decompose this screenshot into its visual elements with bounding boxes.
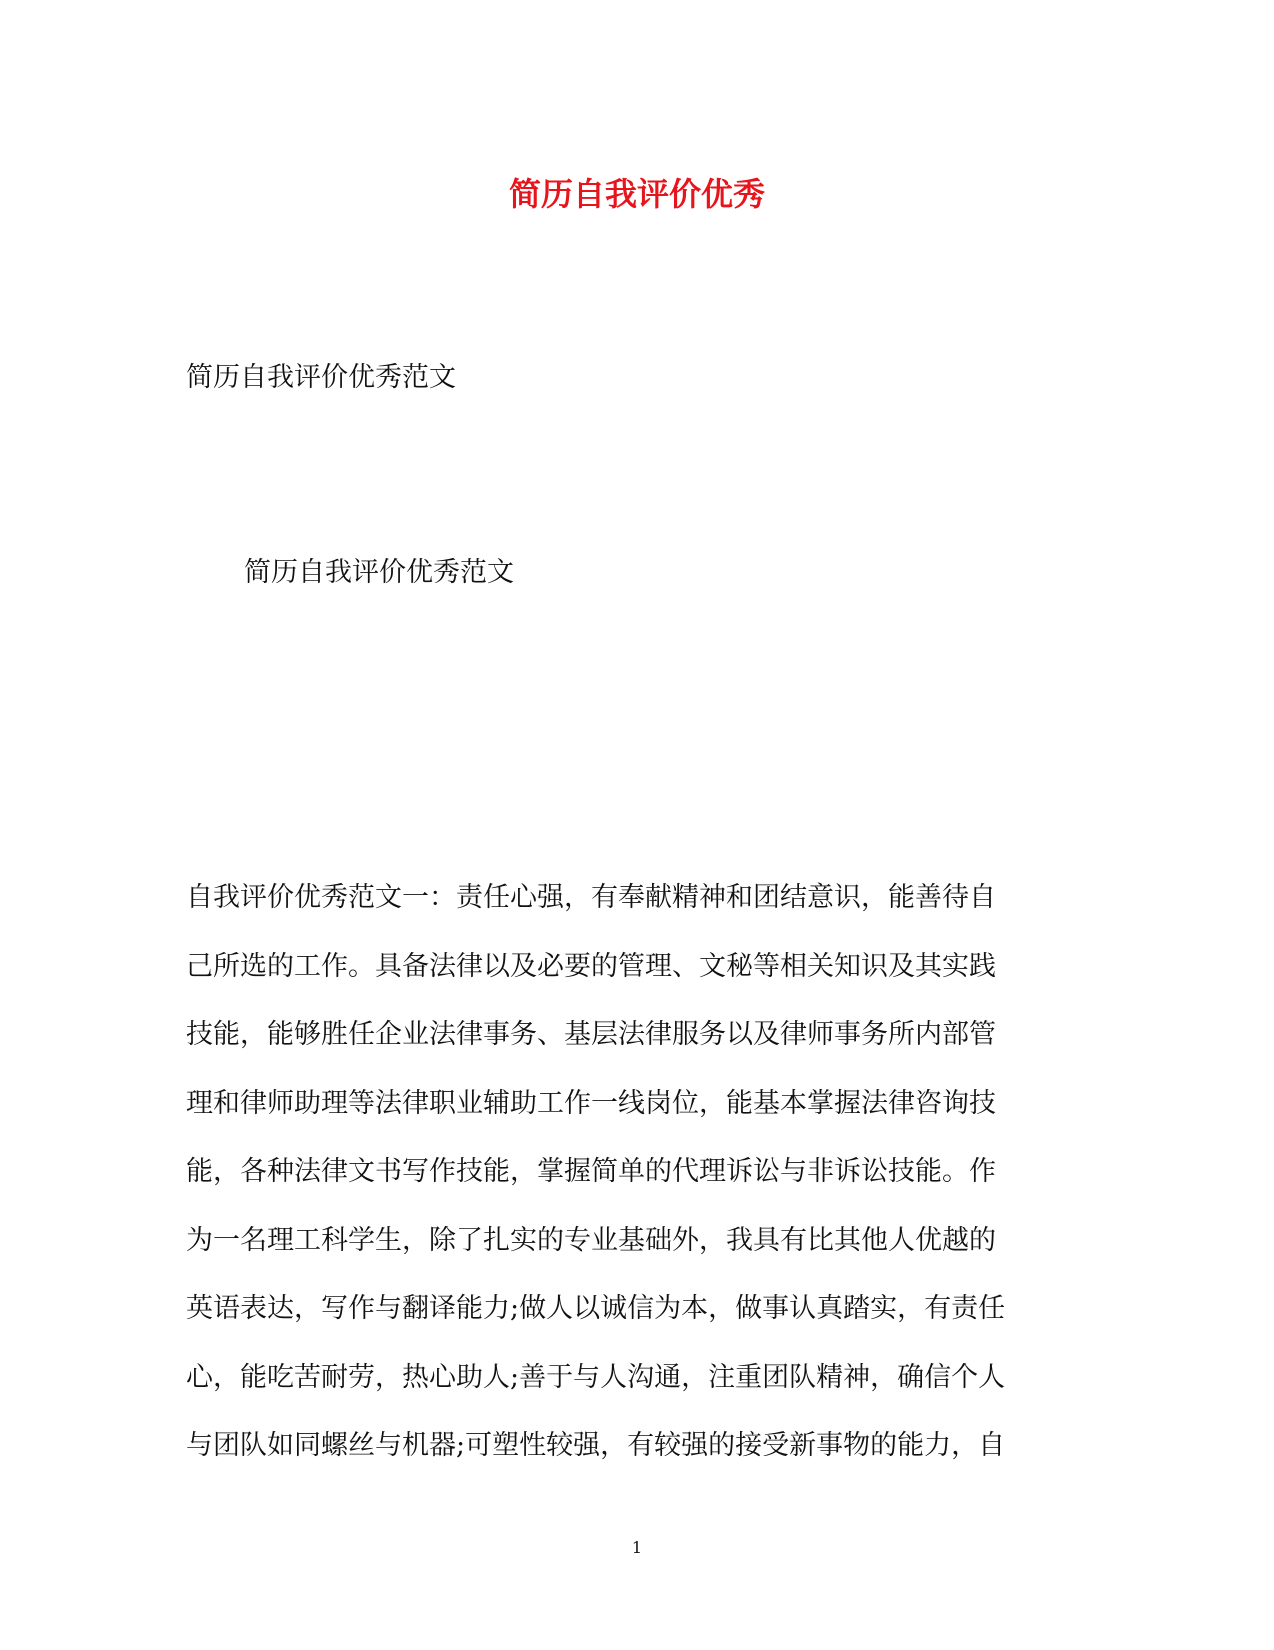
body-line: 英语表达，写作与翻译能力;做人以诚信为本，做事认真踏实，有责任 xyxy=(186,1293,1006,1324)
document-title: 简历自我评价优秀 xyxy=(508,175,765,213)
document-subtitle-indented: 简历自我评价优秀范文 xyxy=(244,557,514,588)
body-line: 与团队如同螺丝与机器;可塑性较强，有较强的接受新事物的能力，自 xyxy=(186,1430,1006,1461)
body-line: 己所选的工作。具备法律以及必要的管理、文秘等相关知识及其实践 xyxy=(186,950,996,982)
body-text xyxy=(186,878,1106,1495)
document-subtitle: 简历自我评价优秀范文 xyxy=(186,362,456,393)
body-line: 自我评价优秀范文一：责任心强，有奉献精神和团结意识，能善待自 xyxy=(186,882,996,913)
body-line: 能，各种法律文书写作技能，掌握简单的代理诉讼与非诉讼技能。作 xyxy=(186,1156,996,1187)
page-number: 1 xyxy=(631,1538,643,1557)
body-line: 心，能吃苦耐劳，热心助人;善于与人沟通，注重团队精神，确信个人 xyxy=(186,1361,1006,1393)
body-line: 技能，能够胜任企业法律事务、基层法律服务以及律师事务所内部管 xyxy=(186,1019,996,1050)
body-line: 为一名理工科学生，除了扎实的专业基础外，我具有比其他人优越的 xyxy=(186,1224,996,1256)
body-line: 理和律师助理等法律职业辅助工作一线岗位，能基本掌握法律咨询技 xyxy=(186,1087,996,1119)
